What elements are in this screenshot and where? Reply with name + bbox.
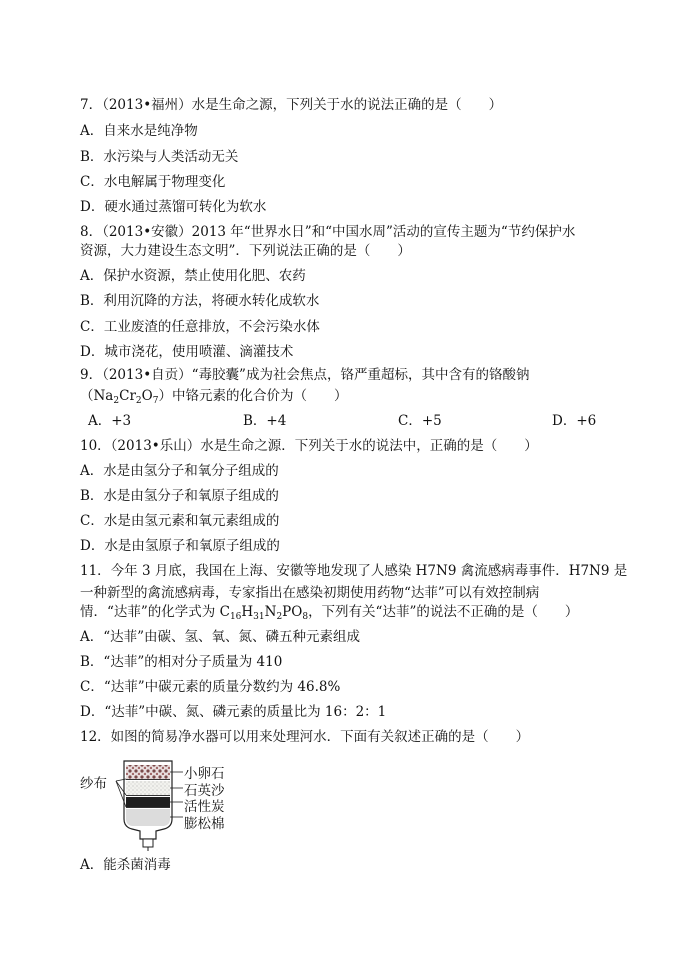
q10-option-a: A．水是由氢分子和氧分子组成的 [80, 463, 279, 479]
q9-subscript: 7 [152, 396, 159, 406]
label-quartz-sand: 石英沙 [184, 783, 225, 799]
q8-stem-line2: 资源，大力建设生态文明”．下列说法正确的是（ ） [80, 243, 411, 259]
q8-option-b: B．利用沉降的方法，将硬水转化成软水 [80, 293, 320, 309]
q11-stem-line2: 一种新型的禽流感病毒，专家指出在感染初期使用药物“达菲”可以有效控制病 [80, 585, 540, 601]
q9-stem-line2 [80, 387, 347, 410]
q11-option-b: B．“达菲”的相对分子质量为 410 [80, 654, 283, 670]
q7-option-a: A．自来水是纯净物 [80, 123, 198, 139]
q7-option-c: C．水电解属于物理变化 [80, 174, 226, 190]
q9-formula-part: （Na [80, 388, 114, 404]
q10-stem: 10．（2013•乐山）水是生命之源．下列关于水的说法中，正确的是（ ） [80, 438, 538, 454]
q8-option-d: D．城市浇花，使用喷灌、滴灌技术 [80, 344, 294, 360]
bottle-spout [143, 839, 153, 847]
pebble-layer [126, 765, 170, 779]
cotton-layer [126, 809, 170, 826]
q9-subscript: 2 [135, 396, 142, 406]
q10-option-c: C．水是由氢元素和氧元素组成的 [80, 513, 280, 529]
sand-layer [126, 781, 170, 795]
q8-stem-line1: 8．（2013•安徽）2013 年“世界水日”和“中国水周”活动的宣传主题为“节约保护水 [80, 224, 576, 240]
q12-option-a: A．能杀菌消毒 [80, 857, 171, 873]
q9-option-d: D．+6 [552, 413, 597, 429]
q9-option-b: B．+4 [243, 413, 287, 429]
q9-option-c: C．+5 [398, 413, 442, 429]
q11-formula-part: N [264, 604, 277, 620]
label-activated-carbon: 活性炭 [184, 799, 225, 815]
water-filter-figure [80, 757, 270, 852]
q11-subscript: 16 [229, 612, 242, 622]
q9-stem-tail: ）中铬元素的化合价为（ ） [158, 388, 348, 404]
q9-formula-part: Cr [119, 388, 136, 404]
q11-formula-part: PO [282, 604, 303, 620]
q9-subscript: 2 [113, 396, 120, 406]
q11-option-d: D．“达菲”中碳、氮、磷元素的质量比为 16：2：1 [80, 704, 387, 720]
q7-option-b: B．水污染与人类活动无关 [80, 149, 239, 165]
q8-option-c: C．工业废渣的任意排放，不会污染水体 [80, 319, 320, 335]
q11-stem-tail: ，下列有关“达菲”的说法不正确的是（ ） [308, 604, 579, 620]
q10-option-b: B．水是由氢分子和氧原子组成的 [80, 488, 279, 504]
water-filter-diagram [80, 757, 270, 852]
q11-subscript: 2 [276, 612, 283, 622]
q11-subscript: 31 [253, 612, 265, 622]
q11-formula-part: H [241, 604, 254, 620]
q7-option-d: D．硬水通过蒸馏可转化为软水 [80, 199, 267, 215]
label-cotton: 膨松棉 [184, 816, 225, 832]
q9-stem-line1: 9．（2013•自贡）“毒胶囊”成为社会焦点，铬严重超标，其中含有的铬酸钠 [80, 367, 530, 383]
q9-formula-part: O [141, 388, 153, 404]
label-pebbles: 小卵石 [184, 766, 225, 782]
q11-formula-part: 情．“达菲”的化学式为 C [80, 604, 230, 620]
q12-stem: 12．如图的简易净水器可以用来处理河水．下面有关叙述正确的是（ ） [80, 729, 530, 745]
q11-option-a: A．“达菲”由碳、氢、氧、氮、磷五种元素组成 [80, 629, 361, 645]
q10-option-d: D．水是由氢原子和氧原子组成的 [80, 538, 280, 554]
carbon-layer [126, 797, 170, 807]
q11-option-c: C．“达菲”中碳元素的质量分数约为 46.8% [80, 679, 341, 695]
q8-option-a: A．保护水资源，禁止使用化肥、农药 [80, 268, 306, 284]
label-gauze: 纱布 [80, 776, 107, 792]
q11-stem-line1: 11．今年 3 月底，我国在上海、安徽等地发现了人感染 H7N9 禽流感病毒事件．H7N9 是 [80, 563, 628, 579]
q7-stem: 7．（2013•福州）水是生命之源，下列关于水的说法正确的是（ ） [80, 97, 503, 113]
q9-option-a: A．+3 [88, 413, 132, 429]
q11-stem-line3 [80, 603, 578, 626]
q11-subscript: 8 [302, 612, 309, 622]
